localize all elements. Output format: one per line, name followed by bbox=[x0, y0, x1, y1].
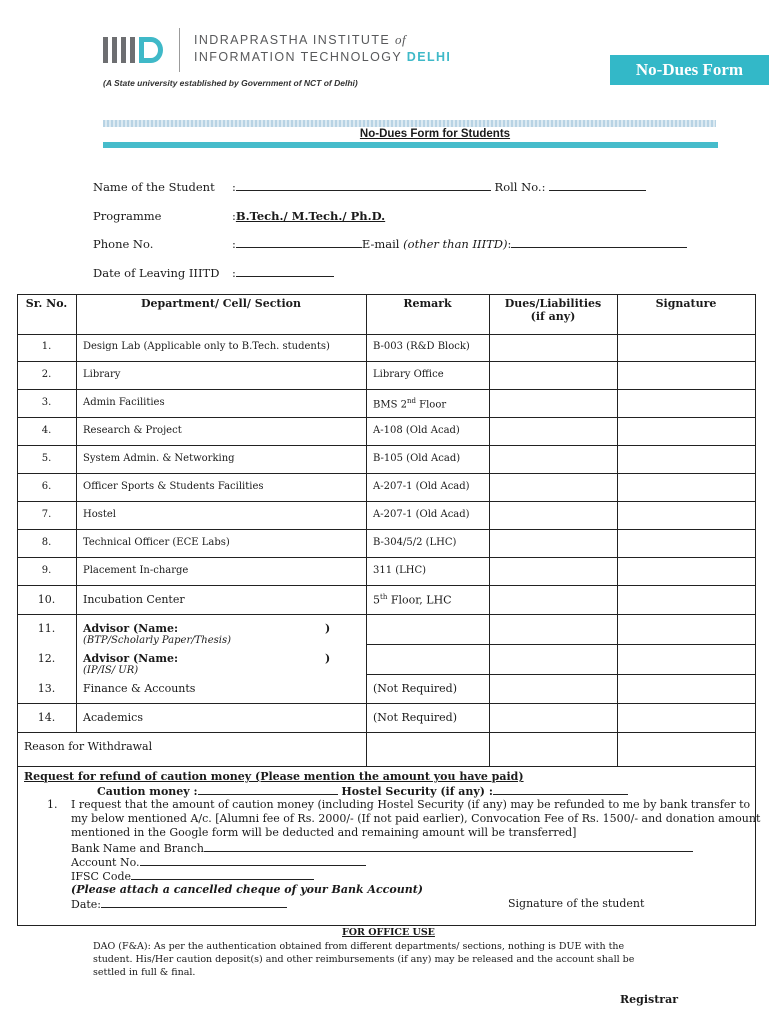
table-rule bbox=[17, 294, 756, 295]
form-title: No-Dues Form for Students bbox=[359, 128, 511, 140]
email-label: E-mail bbox=[361, 237, 400, 251]
row-remark: A-207-1 (Old Acad) bbox=[373, 481, 470, 492]
refund-heading: Request for refund of caution money (Please mention the amount you have paid) bbox=[24, 770, 524, 783]
refund-para-line1: I request that the amount of caution money (including Hostel Security (if any) may be refunded to me by bank transfer to bbox=[71, 798, 751, 811]
row-no: 8. bbox=[41, 537, 52, 548]
row-remark: (Not Required) bbox=[373, 711, 457, 724]
decorative-bar-bottom bbox=[103, 142, 718, 148]
table-rule bbox=[76, 294, 77, 732]
table-rule bbox=[17, 334, 756, 335]
row-department-advisor: Advisor (Name: ) (IP/IS/ UR) bbox=[83, 652, 331, 676]
row-no: 12. bbox=[37, 652, 56, 665]
roll-no-label: Roll No.: bbox=[494, 180, 546, 194]
table-rule bbox=[17, 294, 18, 767]
refund-para-line2: my below mentioned A/c. [Alumni fee of Rs. 2000/- (If not paid earlier), Convocation Fee of Rs. 1500/- and donation amount bbox=[71, 812, 761, 825]
ifsc-code-field[interactable]: IFSC Code bbox=[71, 869, 314, 883]
row-no: 2. bbox=[41, 369, 52, 380]
row-department: Finance & Accounts bbox=[83, 682, 196, 695]
table-rule bbox=[366, 644, 756, 645]
roll-no-field[interactable] bbox=[549, 180, 646, 191]
row-remark: B-105 (Old Acad) bbox=[373, 453, 461, 464]
row-department: Academics bbox=[83, 711, 143, 724]
row-department: System Admin. & Networking bbox=[83, 453, 235, 464]
bank-name-field[interactable]: Bank Name and Branch bbox=[71, 841, 693, 855]
table-rule bbox=[366, 294, 367, 767]
account-no-field[interactable]: Account No. bbox=[71, 855, 366, 869]
row-no: 5. bbox=[41, 453, 52, 464]
leaving-date-label: Date of Leaving IIITD bbox=[93, 266, 220, 280]
row-department: Research & Project bbox=[83, 425, 182, 436]
table-rule bbox=[489, 294, 490, 767]
row-no: 9. bbox=[41, 565, 52, 576]
table-rule bbox=[617, 294, 618, 767]
no-dues-badge: No-Dues Form bbox=[610, 55, 769, 85]
table-rule bbox=[17, 585, 756, 586]
row-no: 3. bbox=[41, 397, 52, 408]
row-no: 11. bbox=[37, 622, 56, 635]
office-use-heading: FOR OFFICE USE bbox=[342, 927, 435, 938]
header-dues: Dues/Liabilities (if any) bbox=[504, 297, 602, 323]
logo-divider bbox=[179, 28, 180, 72]
box-rule bbox=[755, 766, 756, 926]
office-note-line3: settled in full & final. bbox=[93, 967, 196, 978]
box-rule bbox=[17, 766, 18, 926]
table-rule bbox=[17, 361, 756, 362]
row-remark: (Not Required) bbox=[373, 682, 457, 695]
table-rule bbox=[17, 766, 756, 767]
table-rule bbox=[17, 389, 756, 390]
row-department: Placement In-charge bbox=[83, 565, 189, 576]
table-rule bbox=[17, 703, 756, 704]
institute-name-line1: INDRAPRASTHA INSTITUTE of bbox=[194, 32, 407, 47]
table-rule bbox=[366, 674, 756, 675]
row-department: Design Lab (Applicable only to B.Tech. students) bbox=[83, 341, 330, 352]
office-note-line1: DAO (F&A): As per the authentication obtained from different departments/ sections, nothing is DUE with the bbox=[93, 941, 625, 952]
table-rule bbox=[17, 732, 756, 733]
row-department-advisor: Advisor (Name: ) (BTP/Scholarly Paper/Thesis) bbox=[83, 622, 331, 646]
row-no: 7. bbox=[41, 509, 52, 520]
row-remark: A-108 (Old Acad) bbox=[373, 425, 460, 436]
iiitd-logo bbox=[103, 37, 163, 63]
phone-label: Phone No. bbox=[93, 237, 154, 251]
state-university-tagline: (A State university established by Government of NCT of Delhi) bbox=[103, 78, 358, 88]
row-department: Admin Facilities bbox=[83, 397, 165, 408]
row-no: 4. bbox=[41, 425, 52, 436]
student-name-field[interactable]: : Roll No.: bbox=[232, 180, 646, 194]
row-no: 6. bbox=[41, 481, 52, 492]
programme-label: Programme bbox=[93, 209, 162, 223]
leaving-date-field[interactable]: : bbox=[232, 266, 334, 280]
row-department: Hostel bbox=[83, 509, 117, 520]
row-remark: BMS 2nd Floor bbox=[373, 397, 447, 411]
office-note-line2: student. His/Her caution deposit(s) and other reimbursements (if any) may be released and the account shall be bbox=[93, 954, 635, 965]
date-field[interactable]: Date: bbox=[71, 897, 287, 911]
student-signature-label: Signature of the student bbox=[508, 897, 645, 910]
row-no: 10. bbox=[37, 593, 56, 606]
table-rule bbox=[17, 501, 756, 502]
institute-name-line2: INFORMATION TECHNOLOGY DELHI bbox=[194, 50, 452, 64]
row-remark: B-003 (R&D Block) bbox=[373, 341, 470, 352]
row-department: Technical Officer (ECE Labs) bbox=[83, 537, 230, 548]
cheque-note: (Please attach a cancelled cheque of your Bank Account) bbox=[71, 883, 423, 896]
registrar-label: Registrar bbox=[620, 993, 679, 1006]
header-signature: Signature bbox=[655, 297, 717, 310]
header-department: Department/ Cell/ Section bbox=[141, 297, 301, 310]
table-rule bbox=[17, 445, 756, 446]
table-rule bbox=[17, 529, 756, 530]
hostel-security-field[interactable] bbox=[493, 784, 628, 795]
row-remark: A-207-1 (Old Acad) bbox=[373, 509, 470, 520]
row-department: Library bbox=[83, 369, 121, 380]
caution-money-field[interactable]: Caution money : Hostel Security (if any) : bbox=[97, 784, 628, 798]
row-remark: Library Office bbox=[373, 369, 444, 380]
row-no: 13. bbox=[37, 682, 56, 695]
refund-item-no: 1. bbox=[47, 798, 58, 811]
row-remark: 311 (LHC) bbox=[373, 565, 427, 576]
refund-para-line3: mentioned in the Google form will be deducted and remaining amount will be transferred] bbox=[71, 826, 577, 839]
programme-value[interactable]: :B.Tech./ M.Tech./ Ph.D. bbox=[232, 209, 386, 223]
table-rule bbox=[17, 473, 756, 474]
email-field[interactable] bbox=[511, 237, 687, 248]
student-name-label: Name of the Student bbox=[93, 180, 215, 194]
table-rule bbox=[17, 417, 756, 418]
phone-field[interactable]: : E-mail (other than IIITD): bbox=[232, 237, 687, 251]
decorative-bar-top bbox=[103, 120, 716, 127]
box-rule bbox=[17, 925, 756, 926]
email-note: (other than IIITD) bbox=[403, 237, 508, 251]
table-rule bbox=[17, 614, 756, 615]
hostel-security-label: Hostel Security (if any) : bbox=[341, 785, 493, 798]
header-srno: Sr. No. bbox=[25, 297, 68, 310]
table-rule bbox=[755, 294, 756, 767]
row-no: 1. bbox=[41, 341, 52, 352]
withdrawal-reason-label: Reason for Withdrawal bbox=[24, 740, 153, 753]
row-remark: B-304/5/2 (LHC) bbox=[373, 537, 457, 548]
row-remark: 5th Floor, LHC bbox=[373, 593, 452, 607]
row-department: Incubation Center bbox=[83, 593, 185, 606]
table-rule bbox=[17, 557, 756, 558]
row-no: 14. bbox=[37, 711, 56, 724]
row-department: Officer Sports & Students Facilities bbox=[83, 481, 264, 492]
header-remark: Remark bbox=[403, 297, 452, 310]
